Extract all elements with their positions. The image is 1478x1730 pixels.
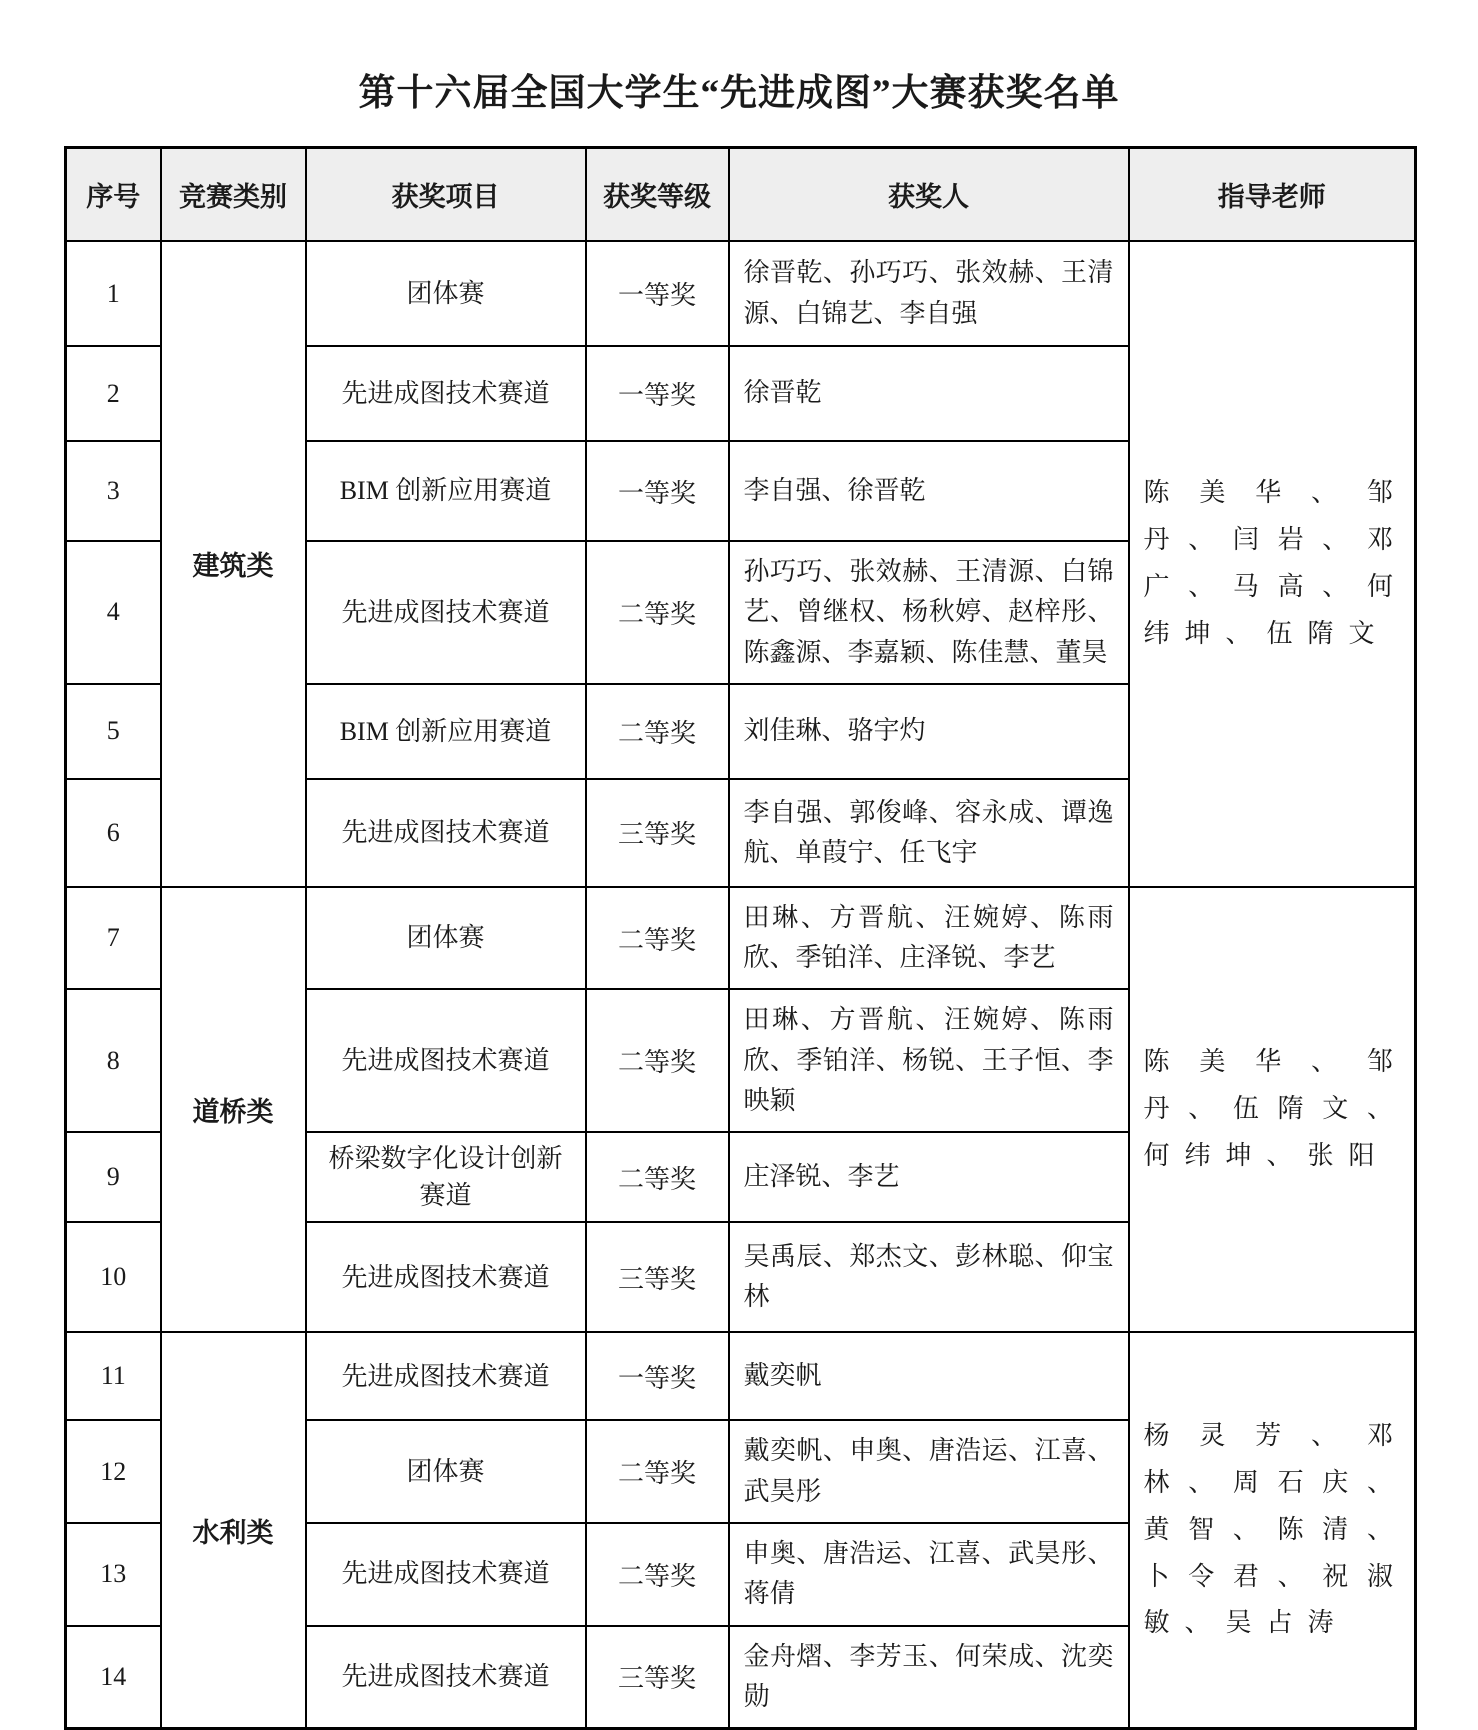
row-no: 7 bbox=[66, 887, 161, 990]
row-no: 9 bbox=[66, 1132, 161, 1222]
row-no: 5 bbox=[66, 684, 161, 779]
project-cell: 团体赛 bbox=[306, 241, 586, 346]
winners-cell: 李自强、徐晋乾 bbox=[729, 441, 1129, 541]
project-cell: 先进成图技术赛道 bbox=[306, 1626, 586, 1729]
row-no: 12 bbox=[66, 1420, 161, 1523]
winners-cell: 李自强、郭俊峰、容永成、谭逸航、单葭宁、任飞宇 bbox=[729, 779, 1129, 887]
level-cell: 一等奖 bbox=[586, 1332, 729, 1420]
level-cell: 二等奖 bbox=[586, 989, 729, 1132]
category-cell-daoqiao: 道桥类 bbox=[161, 887, 306, 1332]
project-cell: 先进成图技术赛道 bbox=[306, 346, 586, 441]
level-cell: 三等奖 bbox=[586, 779, 729, 887]
level-cell: 二等奖 bbox=[586, 1523, 729, 1626]
project-cell: 团体赛 bbox=[306, 887, 586, 990]
project-cell: 先进成图技术赛道 bbox=[306, 1523, 586, 1626]
row-no: 4 bbox=[66, 541, 161, 684]
project-cell: 团体赛 bbox=[306, 1420, 586, 1523]
project-cell: 先进成图技术赛道 bbox=[306, 989, 586, 1132]
project-cell: BIM 创新应用赛道 bbox=[306, 684, 586, 779]
project-cell: 先进成图技术赛道 bbox=[306, 1332, 586, 1420]
column-header-project: 获奖项目 bbox=[306, 148, 586, 242]
advisors-cell-shuili: 杨灵芳、邓林、周石庆、黄智、陈清、卜令君、祝淑敏、吴占涛 bbox=[1129, 1332, 1416, 1728]
category-cell-jianzhu: 建筑类 bbox=[161, 241, 306, 887]
row-no: 8 bbox=[66, 989, 161, 1132]
winners-cell: 金舟熠、李芳玉、何荣成、沈奕勋 bbox=[729, 1626, 1129, 1729]
project-cell: 先进成图技术赛道 bbox=[306, 779, 586, 887]
winners-cell: 田琳、方晋航、汪婉婷、陈雨欣、季铂洋、庄泽锐、李艺 bbox=[729, 887, 1129, 990]
row-no: 14 bbox=[66, 1626, 161, 1729]
level-cell: 一等奖 bbox=[586, 346, 729, 441]
winners-cell: 戴奕帆 bbox=[729, 1332, 1129, 1420]
advisors-cell-jianzhu: 陈美华、邹丹、闫岩、邓广、马高、何纬坤、伍隋文 bbox=[1129, 241, 1416, 887]
winners-cell: 庄泽锐、李艺 bbox=[729, 1132, 1129, 1222]
winners-cell: 刘佳琳、骆宇灼 bbox=[729, 684, 1129, 779]
row-no: 6 bbox=[66, 779, 161, 887]
awards-table bbox=[64, 146, 1417, 1730]
row-no: 11 bbox=[66, 1332, 161, 1420]
project-cell: 桥梁数字化设计创新赛道 bbox=[306, 1132, 586, 1222]
row-no: 2 bbox=[66, 346, 161, 441]
advisors-cell-daoqiao: 陈美华、邹丹、伍隋文、何纬坤、张阳 bbox=[1129, 887, 1416, 1332]
table-row bbox=[66, 1332, 1416, 1420]
row-no: 3 bbox=[66, 441, 161, 541]
level-cell: 一等奖 bbox=[586, 241, 729, 346]
level-cell: 二等奖 bbox=[586, 1132, 729, 1222]
category-cell-shuili: 水利类 bbox=[161, 1332, 306, 1728]
level-cell: 二等奖 bbox=[586, 887, 729, 990]
winners-cell: 吴禹辰、郑杰文、彭林聪、仰宝林 bbox=[729, 1222, 1129, 1332]
column-header-category: 竞赛类别 bbox=[161, 148, 306, 242]
row-no: 13 bbox=[66, 1523, 161, 1626]
project-cell: 先进成图技术赛道 bbox=[306, 1222, 586, 1332]
winners-cell: 孙巧巧、张效赫、王清源、白锦艺、曾继权、杨秋婷、赵梓彤、陈鑫源、李嘉颖、陈佳慧、董昊 bbox=[729, 541, 1129, 684]
winners-cell: 戴奕帆、申奥、唐浩运、江喜、武昊彤 bbox=[729, 1420, 1129, 1523]
level-cell: 二等奖 bbox=[586, 684, 729, 779]
table-row bbox=[66, 241, 1416, 346]
winners-cell: 徐晋乾、孙巧巧、张效赫、王清源、白锦艺、李自强 bbox=[729, 241, 1129, 346]
winners-cell: 申奥、唐浩运、江喜、武昊彤、蒋倩 bbox=[729, 1523, 1129, 1626]
column-header-advisors: 指导老师 bbox=[1129, 148, 1416, 242]
level-cell: 一等奖 bbox=[586, 441, 729, 541]
winners-cell: 田琳、方晋航、汪婉婷、陈雨欣、季铂洋、杨锐、王子恒、李映颖 bbox=[729, 989, 1129, 1132]
level-cell: 三等奖 bbox=[586, 1626, 729, 1729]
level-cell: 二等奖 bbox=[586, 541, 729, 684]
column-header-level: 获奖等级 bbox=[586, 148, 729, 242]
column-header-no: 序号 bbox=[66, 148, 161, 242]
column-header-winners: 获奖人 bbox=[729, 148, 1129, 242]
winners-cell: 徐晋乾 bbox=[729, 346, 1129, 441]
table-row bbox=[66, 887, 1416, 990]
header-row bbox=[66, 148, 1416, 242]
row-no: 10 bbox=[66, 1222, 161, 1332]
project-cell: BIM 创新应用赛道 bbox=[306, 441, 586, 541]
level-cell: 二等奖 bbox=[586, 1420, 729, 1523]
row-no: 1 bbox=[66, 241, 161, 346]
page-title: 第十六届全国大学生“先进成图”大赛获奖名单 bbox=[358, 73, 1120, 114]
level-cell: 三等奖 bbox=[586, 1222, 729, 1332]
project-cell: 先进成图技术赛道 bbox=[306, 541, 586, 684]
